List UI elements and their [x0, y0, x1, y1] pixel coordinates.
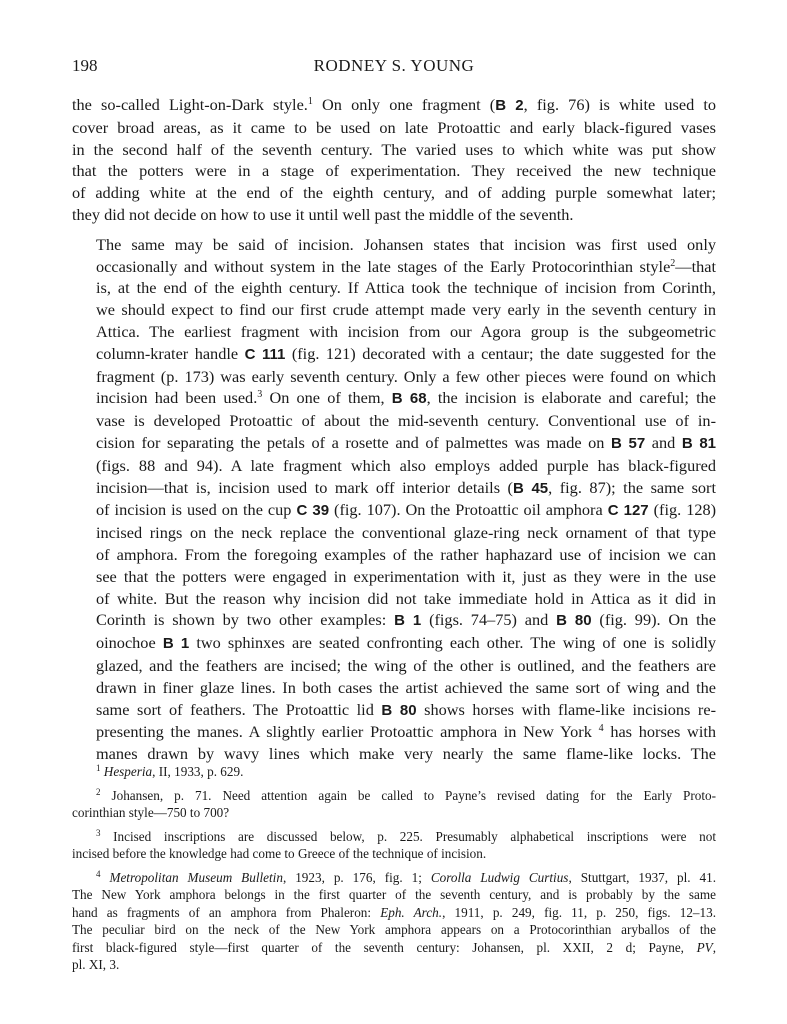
text-line: we should expect to find our first crude attempt made very early in the seventh century in: [96, 300, 716, 320]
body-text: [72, 94, 716, 765]
paragraph-1: [72, 94, 716, 226]
text-line: (figs. 88 and 94). A late fragment which also employs added purple has black-figured: [96, 455, 716, 475]
text-line: cover broad areas, as it came to be used on late Protoattic and early black-figured vases: [72, 117, 716, 137]
footnote-ref[interactable]: 3: [257, 389, 263, 401]
footnotes: [72, 763, 716, 980]
page: [72, 56, 716, 765]
catalogue-ref: B 2: [495, 97, 524, 114]
footnote-3: $^3$ Incised inscriptions are discussed below, p. 225. Presumably alphabetical inscriptions were not incised before the knowledge had come to Greece of the technique of incision.: [72, 827, 717, 861]
text-line: incision—that is, incision used to mark off interior details (B 45, fig. 87); the same sort: [96, 477, 716, 497]
catalogue-ref: B 80: [381, 701, 417, 719]
text-line: Corinth is shown by two other examples: B 1 (figs. 74–75) and B 80 (fig. 99). On the: [96, 610, 717, 630]
text-line: vase is developed Protoattic of about the mid-seventh century. Conventional use of in-: [96, 411, 716, 431]
text-line: the so-called Light-on-Dark style.$^1$ On only one fragment (B 2, fig. 76) is white used to: [72, 95, 717, 114]
footnote-number: 3: [96, 827, 101, 838]
footnote-4: $^4$ Metropolitan Museum Bulletin, 1923, p. 176, fig. 1; Corolla Ludwig Curtius, Stuttgart, 1937, pl. 41. The New York amphora belongs in the first quarter of the seventh century, and is probably by the same hand as fragments of an amphora from Phaleron: Eph. Arch., 1911, p. 249, fig. 11, p. 250, figs. 12–13. The peculiar bird on the neck of the New York amphora appears on a Protocorinthian aryballos of the first black-figured style—first quarter of the seventh century: Johansen, pl. XXII, 2 d; Payne, PV, pl. XI, 3.: [72, 868, 717, 972]
catalogue-ref: B 45: [512, 479, 549, 497]
text-line: occasionally and without system in the late stages of the Early Protocorinthian style$^2$—that: [96, 256, 716, 276]
footnote-ref[interactable]: 2: [670, 257, 676, 269]
footnote-number: 4: [96, 868, 101, 879]
text-line: in the second half of the seventh century. The varied uses to which white was put show: [72, 139, 716, 159]
footnote-1: $^1$ Hesperia, II, 1933, p. 629.: [96, 763, 244, 779]
text-line: of amphora. From the foregoing examples of the rather haphazard use of incision we can: [96, 544, 716, 564]
footnote-ref[interactable]: 1: [307, 96, 313, 107]
text-line: of incision is used on the cup C 39 (fig. 107). On the Protoattic oil amphora C 127 (fig. 128): [96, 500, 717, 520]
footnote-2: $^2$ Johansen, p. 71. Need attention again be called to Payne’s revised dating for the Early Proto- corinthian style—750 to 700?: [72, 786, 717, 820]
catalogue-ref: B 80: [556, 612, 592, 630]
text-line: oinochoe B 1 two sphinxes are seated confronting each other. The wing of one is solidly: [96, 633, 716, 653]
catalogue-ref: C 127: [607, 502, 649, 520]
catalogue-ref: C 111: [244, 345, 286, 363]
text-line: manes drawn by wavy lines which make very nearly the same flame-like locks. The: [96, 744, 716, 764]
page-header: [72, 56, 716, 82]
catalogue-ref: B 57: [611, 434, 646, 452]
catalogue-ref: B 1: [162, 635, 190, 653]
text-line: Attica. The earliest fragment with incision from our Agora group is the subgeometric: [96, 321, 716, 341]
text-line: incised rings on the neck replace the conventional glaze-ring neck ornament of that type: [96, 523, 716, 543]
footnote-number: 2: [96, 786, 101, 797]
paragraph-2: [72, 234, 716, 765]
text-line: they did not decide on how to use it until well past the middle of the seventh.: [72, 204, 574, 224]
catalogue-ref: B 81: [681, 434, 717, 452]
catalogue-ref: C 39: [296, 502, 330, 520]
text-line: drawn in finer glaze lines. In both cases the artist achieved the same sort of wing and the: [96, 677, 716, 697]
text-line: of white. But the reason why incision did not take immediate hold in Attica as it did in: [96, 588, 716, 608]
text-line: fragment (p. 173) was early seventh century. Only a few other pieces were found on which: [96, 366, 716, 386]
footnote-ref[interactable]: 4: [598, 723, 604, 735]
text-line: is, at the end of the eighth century. If Attica took the technique of incision from Corinth,: [96, 278, 716, 298]
text-line: incision had been used.$^3$ On one of them, B 68, the incision is elaborate and careful; the: [96, 388, 716, 408]
text-line: see that the potters were engaged in experimentation with it, just as they were in the use: [96, 566, 716, 586]
page-number: 198: [72, 56, 98, 75]
journal-title: Hesperia: [103, 764, 153, 779]
catalogue-ref: B 1: [394, 612, 422, 630]
text-line: glazed, and the feathers are incised; the wing of the other is outlined, and the feathers are: [96, 655, 716, 675]
text-line: column-krater handle C 111 (fig. 121) decorated with a centaur; the date suggested for the: [96, 343, 716, 363]
text-line: presenting the manes. A slightly earlier Protoattic amphora in New York $^4$ has horses with: [96, 722, 717, 742]
text-line: same sort of feathers. The Protoattic lid B 80 shows horses with flame-like incisions re-: [96, 699, 716, 719]
text-line: that the potters were in a stage of experimentation. They received the new technique: [72, 161, 716, 181]
text-line: cision for separating the petals of a rosette and of palmettes was made on B 57 and B 81: [96, 432, 717, 452]
text-line: The same may be said of incision. Johansen states that incision was first used only: [96, 234, 716, 254]
footnote-number: 1: [96, 763, 101, 773]
text-line: of adding white at the end of the eighth century, and of adding purple somewhat later;: [72, 183, 716, 203]
catalogue-ref: B 68: [391, 390, 427, 408]
running-head: RODNEY S. YOUNG: [313, 56, 475, 75]
